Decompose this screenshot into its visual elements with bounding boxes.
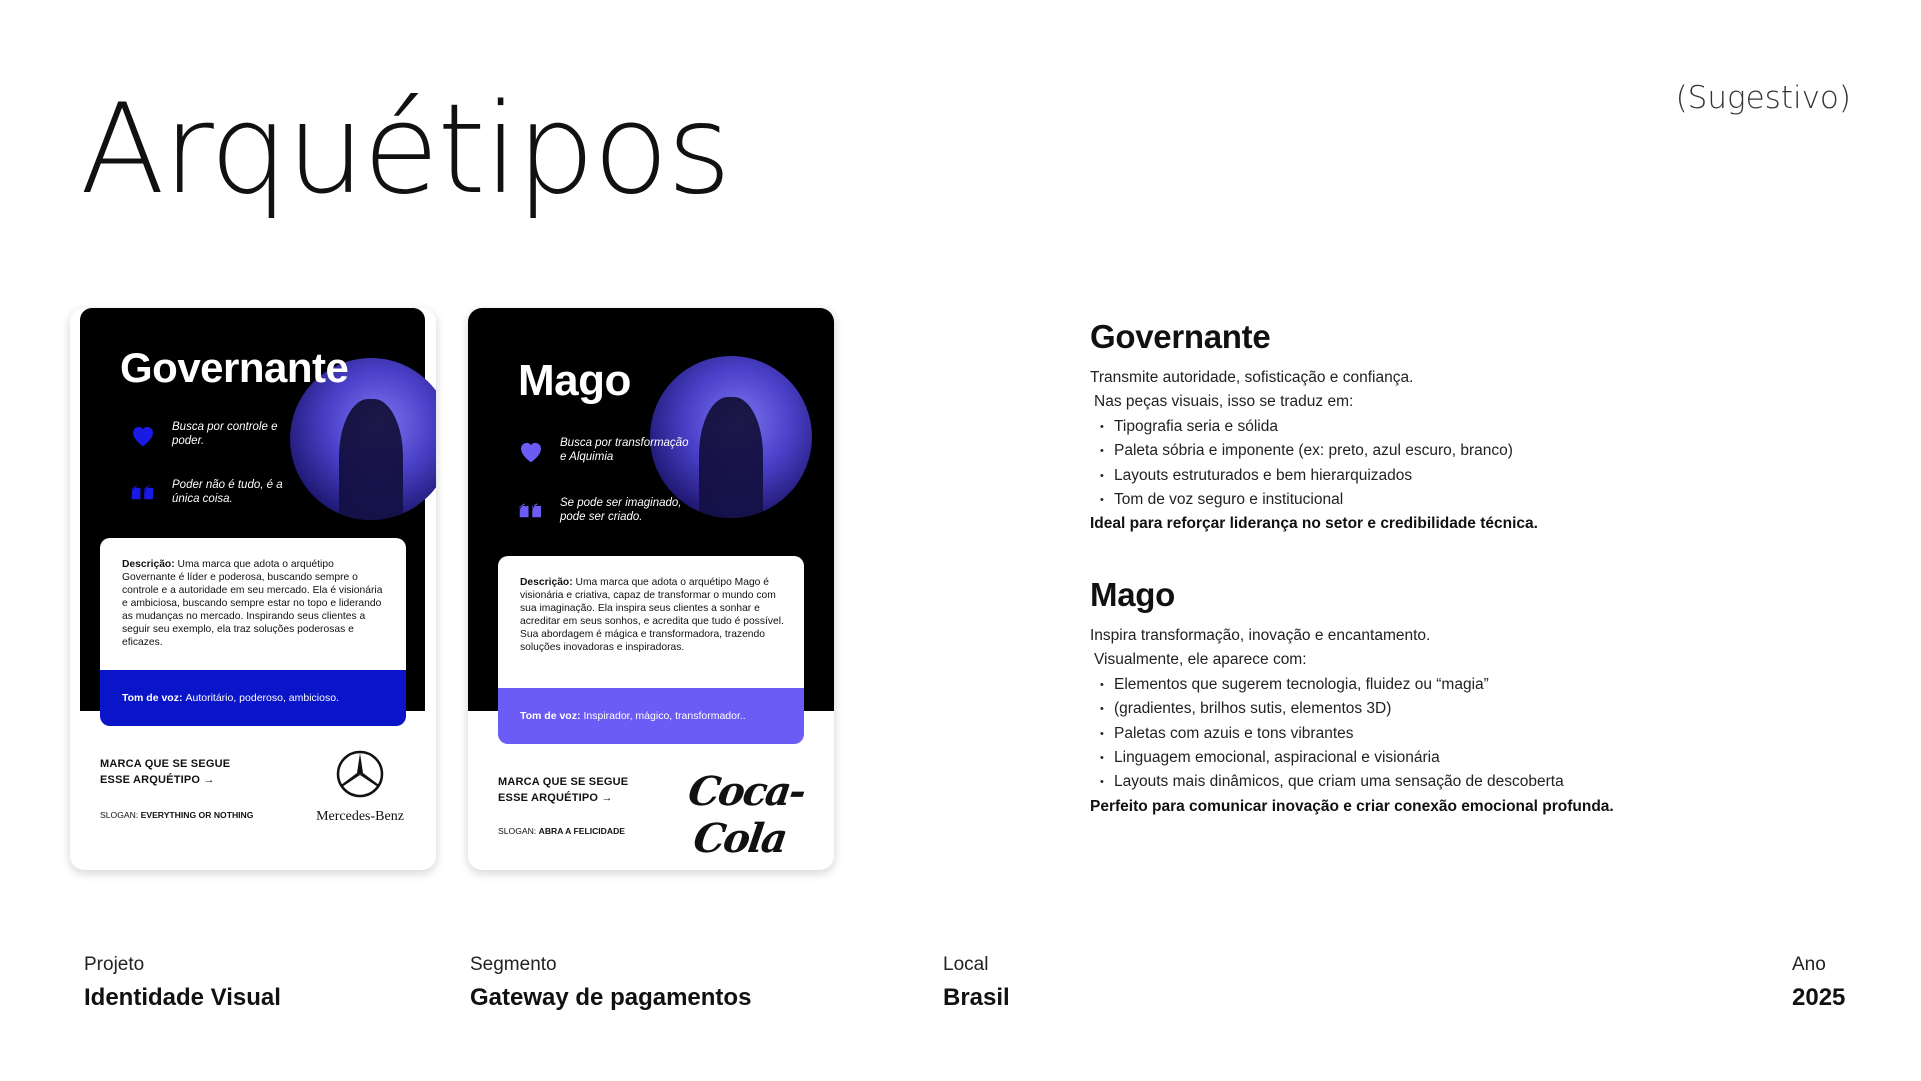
description-text: Descrição: Uma marca que adota o arquétipo Mago é visionária e criativa, capaz de transformar o mundo com sua imaginação. Ela inspira seus clientes a sonhar e acreditar em seus sonhos, e acredita que tudo é possível. Sua abordagem é mágica e transformadora, trazendo soluções inovadoras e inspiradoras. — [520, 577, 784, 653]
list-item: • Elementos que sugerem tecnologia, fluidez ou “magia” — [1090, 673, 1730, 697]
meta-value: 2025 — [1792, 984, 1846, 1011]
heart-icon — [516, 436, 546, 466]
card-title: Governante — [120, 344, 349, 391]
meta-local — [943, 954, 1010, 1012]
trait-text: Busca por transformação e Alquimia — [560, 437, 689, 463]
list-item: • Paleta sóbria e imponente (ex: preto, azul escuro, branco) — [1090, 439, 1730, 463]
list-item: • Paletas com azuis e tons vibrantes — [1090, 722, 1730, 746]
archetype-title: Mago — [1090, 576, 1175, 613]
meta-projeto — [84, 954, 281, 1012]
quote-icon — [128, 478, 158, 508]
list-item: • Layouts mais dinâmicos, que criam uma sensação de descoberta — [1090, 770, 1730, 794]
meta-value: Gateway de pagamentos — [470, 984, 752, 1011]
brand-name: Mercedes-Benz — [316, 809, 404, 824]
quote-icon — [516, 496, 546, 526]
meta-label: Projeto — [84, 954, 145, 975]
archetype-list — [1090, 673, 1730, 795]
list-item: • Tom de voz seguro e institucional — [1090, 488, 1730, 512]
archetype-title: Governante — [1090, 318, 1271, 355]
description-box — [100, 538, 406, 726]
list-item: • (gradientes, brilhos sutis, elementos 3D) — [1090, 697, 1730, 721]
meta-label: Segmento — [470, 954, 557, 975]
mago-card — [468, 308, 834, 870]
page-title: Arquétipos — [80, 78, 730, 222]
archetype-mago-section — [1090, 576, 1730, 819]
trait-item — [128, 478, 302, 508]
meta-label: Local — [943, 954, 989, 975]
coca-cola-logo: Coca-Cola — [685, 768, 808, 862]
archetype-intro: Transmite autoridade, sofisticação e confiança. — [1090, 369, 1414, 386]
description-text: Descrição: Uma marca que adota o arquétipo Governante é líder e poderosa, buscando sempre o controle e a autoridade em seu mercado. Ela é visionária e ambiciosa, buscando sempre estar no topo e liderando as mudanças no mercado. Inspirando seus clientes a seguir seu exemplo, ela traz soluções poderosas e eficazes. — [122, 559, 383, 648]
trait-text: Busca por controle e poder. — [172, 421, 278, 447]
archetype-conclusion: Ideal para reforçar liderança no setor e credibilidade técnica. — [1090, 515, 1538, 533]
sugestivo-tag: (Sugestivo) — [1675, 80, 1851, 116]
tone-of-voice-bar: Tom de voz: Inspirador, mágico, transformador.. — [498, 688, 804, 744]
tone-of-voice-bar: Tom de voz: Autoritário, poderoso, ambicioso. — [100, 670, 406, 726]
meta-value: Identidade Visual — [84, 984, 281, 1011]
archetype-lead: Visualmente, ele aparece com: — [1094, 651, 1307, 669]
archetype-governante-section — [1090, 318, 1730, 537]
meta-label: Ano — [1792, 954, 1826, 975]
slogan: SLOGAN: EVERYTHING OR NOTHING — [100, 810, 254, 820]
card-title: Mago — [518, 356, 631, 405]
archetype-lead: Nas peças visuais, isso se traduz em: — [1094, 393, 1354, 411]
slogan: SLOGAN: ABRA A FELICIDADE — [498, 826, 626, 836]
trait-text: Poder não é tudo, é a única coisa. — [172, 479, 283, 505]
trait-text: Se pode ser imaginado, pode ser criado. — [560, 497, 682, 523]
brand-follow-label: MARCA QUE SE SEGUE ESSE ARQUÉTIPO → — [100, 758, 231, 786]
governante-card — [70, 308, 436, 870]
list-item: • Layouts estruturados e bem hierarquizados — [1090, 464, 1730, 488]
meta-value: Brasil — [943, 984, 1010, 1011]
heart-icon — [128, 420, 158, 450]
meta-ano — [1792, 954, 1845, 1012]
meta-segmento — [470, 954, 751, 1012]
mercedes-logo — [305, 748, 415, 825]
trait-item — [128, 420, 302, 450]
archetype-conclusion: Perfeito para comunicar inovação e criar conexão emocional profunda. — [1090, 797, 1614, 815]
archetype-intro: Inspira transformação, inovação e encantamento. — [1090, 627, 1431, 644]
list-item: • Linguagem emocional, aspiracional e visionária — [1090, 746, 1730, 770]
trait-item — [516, 496, 690, 526]
brand-follow-label: MARCA QUE SE SEGUE ESSE ARQUÉTIPO → — [498, 776, 629, 804]
mercedes-star-icon — [334, 748, 386, 800]
trait-item — [516, 436, 690, 466]
list-item: • Tipografia seria e sólida — [1090, 415, 1730, 439]
description-box — [498, 556, 804, 744]
archetype-list — [1090, 415, 1730, 513]
